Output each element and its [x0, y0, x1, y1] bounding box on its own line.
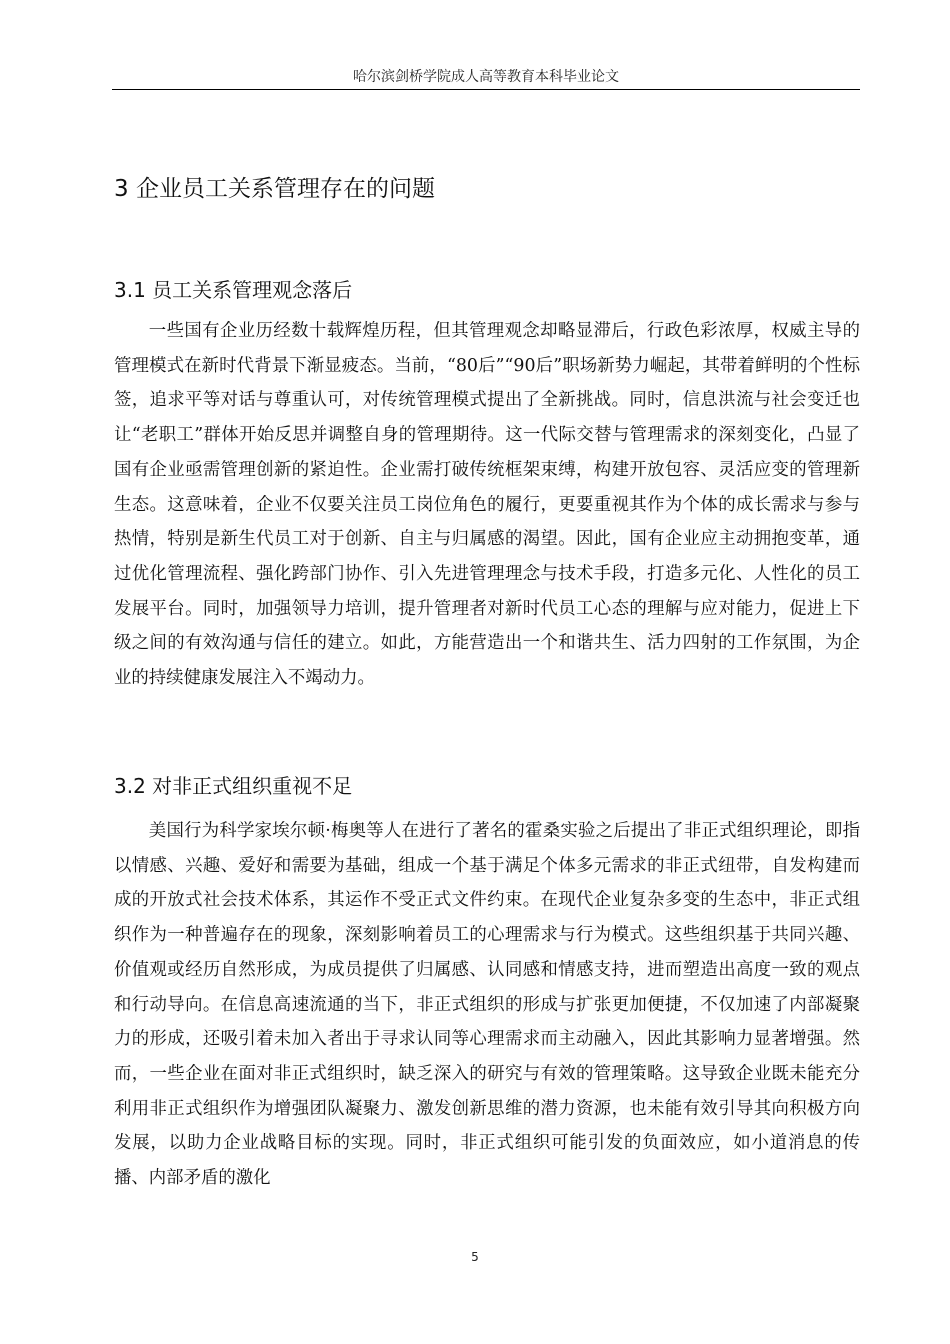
- chapter-title: 3 企业员工关系管理存在的问题: [114, 176, 435, 202]
- page-number: 5: [471, 1250, 479, 1264]
- section-paragraph-3-1: 一些国有企业历经数十载辉煌历程，但其管理观念却略显滞后，行政色彩浓厚，权威主导的管理模式在新时代背景下渐显疲态。当前，“80后”“90后”职场新势力崛起，其带着鲜明的个性标签，追求平等对话与尊重认可，对传统管理模式提出了全新挑战。同时，信息洪流与社会变迁也让“老职工”群体开始反思并调整自身的管理期待。这一代际交替与管理需求的深刻变化，凸显了国有企业亟需管理创新的紧迫性。企业需打破传统框架束缚，构建开放包容、灵活应变的管理新生态。这意味着，企业不仅要关注员工岗位角色的履行，更要重视其作为个体的成长需求与参与热情，特别是新生代员工对于创新、自主与归属感的渴望。因此，国有企业应主动拥抱变革，通过优化管理流程、强化跨部门协作、引入先进管理理念与技术手段，打造多元化、人性化的员工发展平台。同时，加强领导力培训，提升管理者对新时代员工心态的理解与应对能力，促进上下级之间的有效沟通与信任的建立。如此，方能营造出一个和谐共生、活力四射的工作氛围，为企业的持续健康发展注入不竭动力。: [114, 321, 860, 689]
- section-title-3-1: 3.1 员工关系管理观念落后: [114, 278, 353, 302]
- section-title-3-2: 3.2 对非正式组织重视不足: [114, 774, 353, 798]
- section-paragraph-3-2: 美国行为科学家埃尔顿·梅奥等人在进行了著名的霍桑实验之后提出了非正式组织理论，即指以情感、兴趣、爱好和需要为基础，组成一个基于满足个体多元需求的非正式纽带，自发构建而成的开放式社会技术体系，其运作不受正式文件约束。在现代企业复杂多变的生态中，非正式组织作为一种普遍存在的现象，深刻影响着员工的心理需求与行为模式。这些组织基于共同兴趣、价值观或经历自然形成，为成员提供了归属感、认同感和情感支持，进而塑造出高度一致的观点和行动导向。在信息高速流通的当下，非正式组织的形成与扩张更加便捷，不仅加速了内部凝聚力的形成，还吸引着未加入者出于寻求认同等心理需求而主动融入，因此其影响力显著增强。然而，一些企业在面对非正式组织时，缺乏深入的研究与有效的管理策略。这导致企业既未能充分利用非正式组织作为增强团队凝聚力、激发创新思维的潜力资源，也未能有效引导其向积极方向发展，以助力企业战略目标的实现。同时，非正式组织可能引发的负面效应，如小道消息的传播、内部矛盾的激化: [114, 821, 860, 1189]
- header-divider: [112, 89, 860, 90]
- running-header: 哈尔滨剑桥学院成人高等教育本科毕业论文: [353, 69, 619, 85]
